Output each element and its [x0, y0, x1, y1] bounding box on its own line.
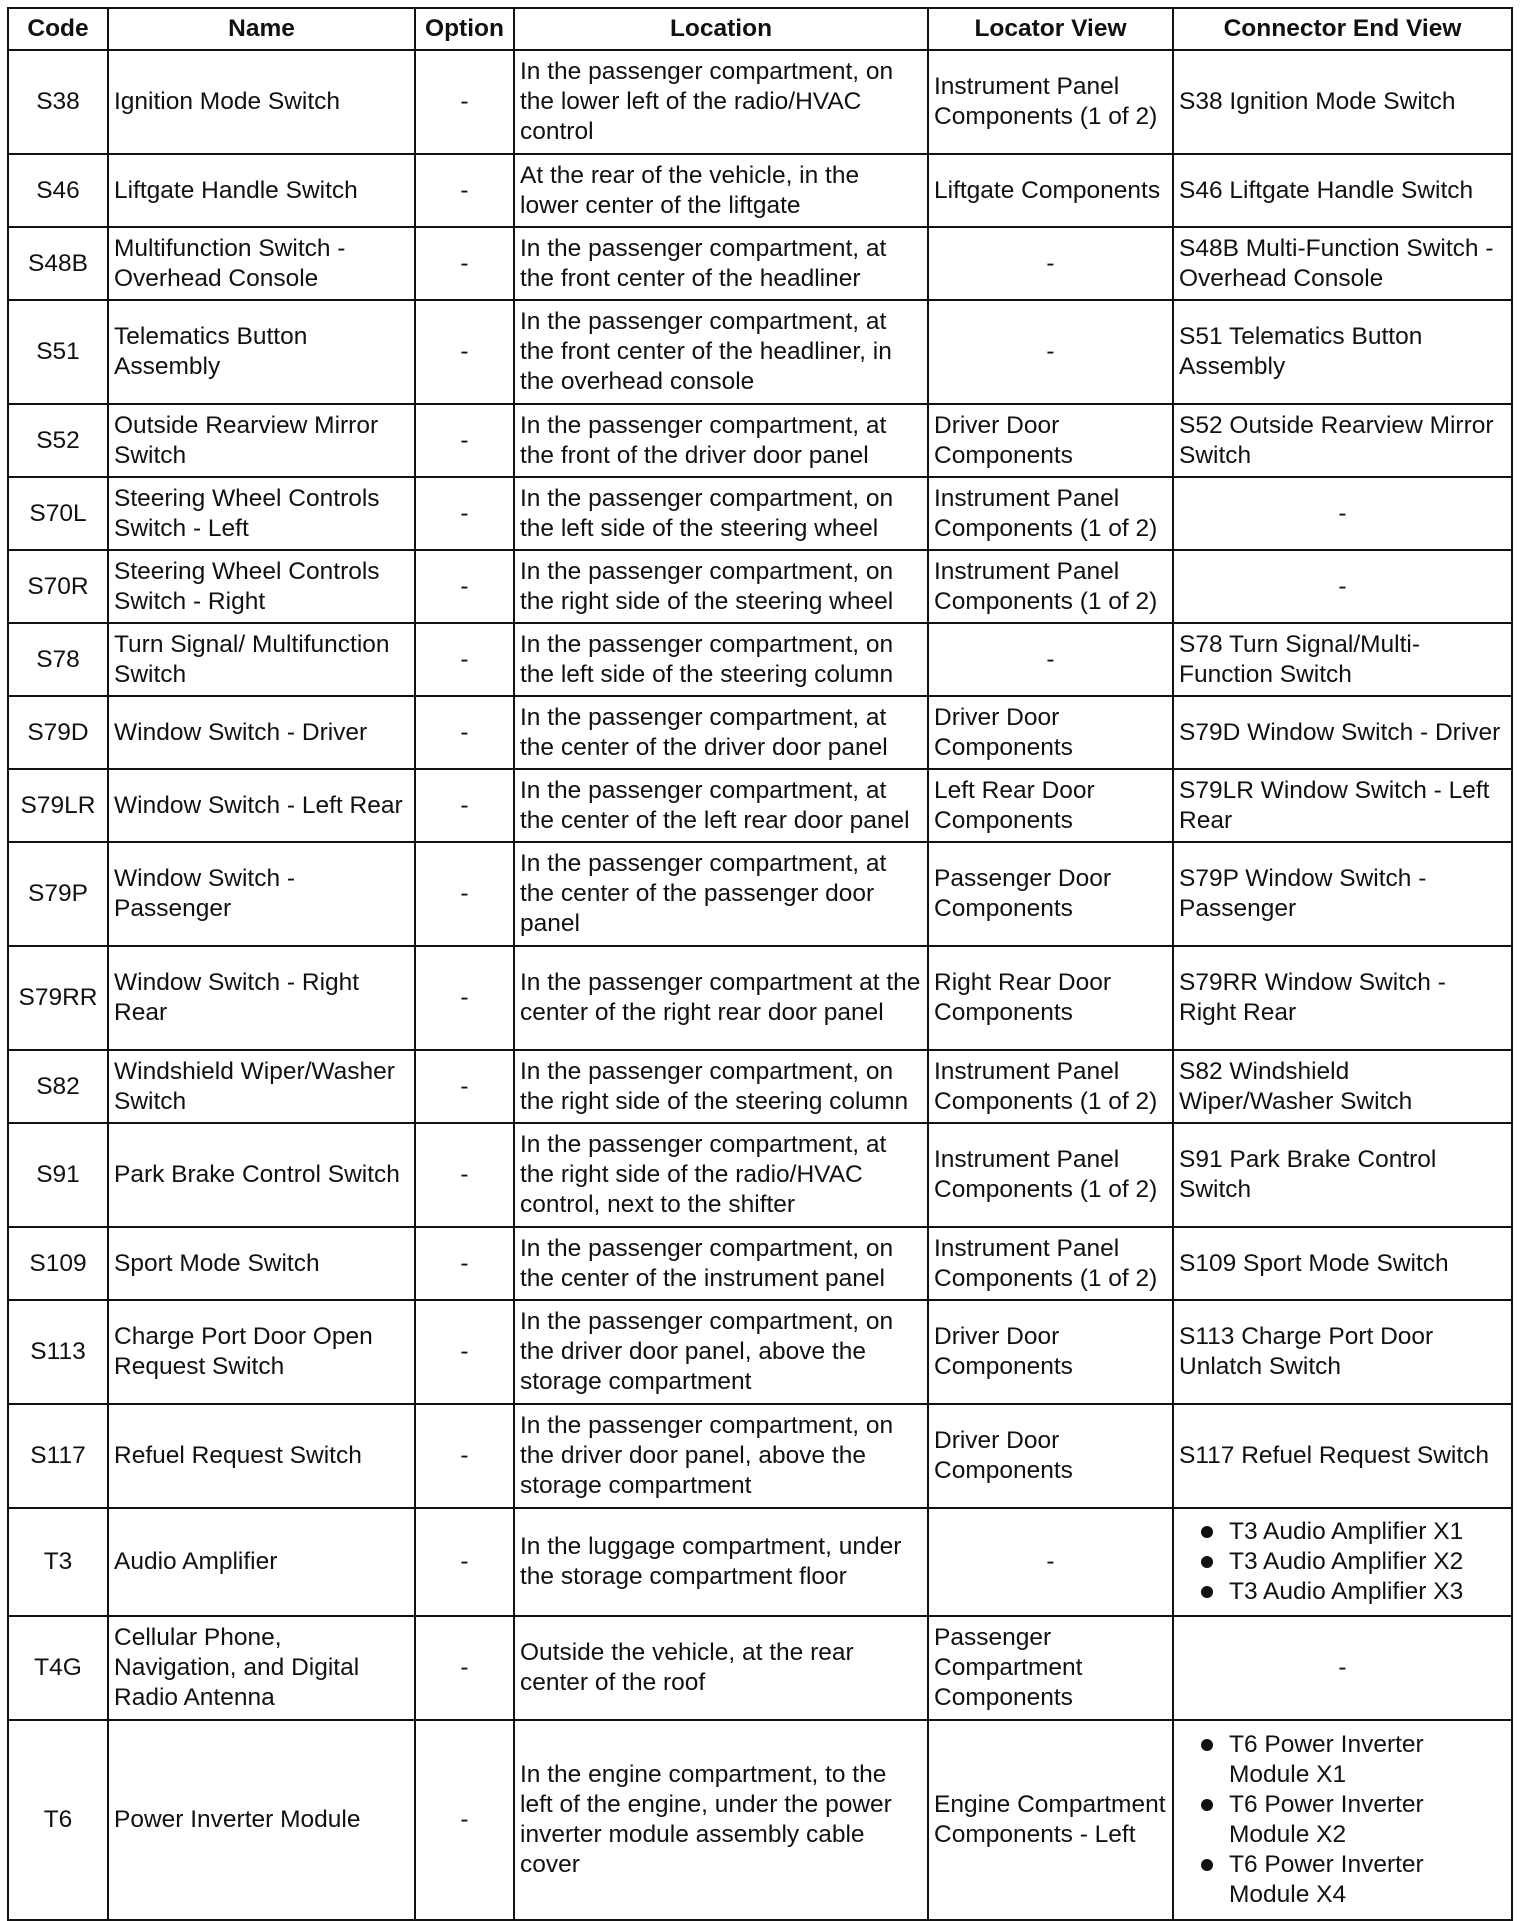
- code-cell: S109: [8, 1227, 108, 1300]
- table-row: [8, 1123, 1512, 1227]
- location-cell: In the passenger compartment at the center of the right rear door panel: [514, 946, 928, 1050]
- name-cell: Steering Wheel Controls Switch - Left: [108, 477, 415, 550]
- code-cell: S38: [8, 50, 108, 154]
- code-cell: S82: [8, 1050, 108, 1123]
- code-cell: S113: [8, 1300, 108, 1404]
- table-row: [8, 623, 1512, 696]
- name-cell: Window Switch - Driver: [108, 696, 415, 769]
- locator-view-cell: Driver Door Components: [928, 696, 1173, 769]
- table-row: [8, 1720, 1512, 1920]
- connector-end-view-cell: S79P Window Switch - Passenger: [1173, 842, 1512, 946]
- location-cell: In the luggage compartment, under the storage compartment floor: [514, 1508, 928, 1616]
- connector-list-item: T3 Audio Amplifier X3: [1189, 1577, 1506, 1607]
- connector-end-view-cell: -: [1173, 1616, 1512, 1720]
- location-cell: In the passenger compartment, at the center of the left rear door panel: [514, 769, 928, 842]
- locator-view-cell: Instrument Panel Components (1 of 2): [928, 477, 1173, 550]
- locator-view-cell: Instrument Panel Components (1 of 2): [928, 1050, 1173, 1123]
- connector-end-view-cell: S46 Liftgate Handle Switch: [1173, 154, 1512, 227]
- locator-view-cell: -: [928, 300, 1173, 404]
- column-header-name: Name: [108, 8, 415, 50]
- table-row: [8, 1050, 1512, 1123]
- connector-list-item: T6 Power Inverter Module X4: [1189, 1850, 1506, 1910]
- table-row: [8, 842, 1512, 946]
- code-cell: S51: [8, 300, 108, 404]
- table-row: [8, 404, 1512, 477]
- name-cell: Windshield Wiper/Washer Switch: [108, 1050, 415, 1123]
- location-cell: In the passenger compartment, on the right side of the steering column: [514, 1050, 928, 1123]
- connector-end-view-cell: S52 Outside Rearview Mirror Switch: [1173, 404, 1512, 477]
- option-cell: -: [415, 1616, 514, 1720]
- locator-view-cell: Engine Compartment Components - Left: [928, 1720, 1173, 1920]
- connector-list: [1179, 1517, 1506, 1607]
- connector-list: [1179, 1730, 1506, 1910]
- table-row: [8, 1300, 1512, 1404]
- name-cell: Cellular Phone, Navigation, and Digital Radio Antenna: [108, 1616, 415, 1720]
- name-cell: Park Brake Control Switch: [108, 1123, 415, 1227]
- option-cell: -: [415, 623, 514, 696]
- connector-end-view-cell: [1173, 1720, 1512, 1920]
- connector-end-view-cell: -: [1173, 477, 1512, 550]
- option-cell: -: [415, 842, 514, 946]
- locator-view-cell: Instrument Panel Components (1 of 2): [928, 550, 1173, 623]
- code-cell: S52: [8, 404, 108, 477]
- connector-end-view-cell: S38 Ignition Mode Switch: [1173, 50, 1512, 154]
- table-row: [8, 154, 1512, 227]
- table-row: [8, 696, 1512, 769]
- connector-list-item: T3 Audio Amplifier X2: [1189, 1547, 1506, 1577]
- component-locator-table: [7, 7, 1513, 1921]
- code-cell: S70L: [8, 477, 108, 550]
- location-cell: In the passenger compartment, on the driver door panel, above the storage compartment: [514, 1404, 928, 1508]
- locator-view-cell: Liftgate Components: [928, 154, 1173, 227]
- location-cell: At the rear of the vehicle, in the lower center of the liftgate: [514, 154, 928, 227]
- option-cell: -: [415, 1720, 514, 1920]
- option-cell: -: [415, 1050, 514, 1123]
- locator-view-cell: Instrument Panel Components (1 of 2): [928, 50, 1173, 154]
- code-cell: S79P: [8, 842, 108, 946]
- name-cell: Steering Wheel Controls Switch - Right: [108, 550, 415, 623]
- code-cell: S48B: [8, 227, 108, 300]
- connector-list-item: T6 Power Inverter Module X1: [1189, 1730, 1506, 1790]
- locator-view-cell: Instrument Panel Components (1 of 2): [928, 1227, 1173, 1300]
- locator-view-cell: Passenger Compartment Components: [928, 1616, 1173, 1720]
- table-row: [8, 300, 1512, 404]
- table-header-row: [8, 8, 1512, 50]
- column-header-locator-view: Locator View: [928, 8, 1173, 50]
- location-cell: In the passenger compartment, on the left side of the steering wheel: [514, 477, 928, 550]
- locator-view-cell: -: [928, 623, 1173, 696]
- locator-view-cell: Passenger Door Components: [928, 842, 1173, 946]
- table-row: [8, 227, 1512, 300]
- name-cell: Turn Signal/ Multifunction Switch: [108, 623, 415, 696]
- code-cell: T4G: [8, 1616, 108, 1720]
- option-cell: -: [415, 300, 514, 404]
- location-cell: In the passenger compartment, at the front center of the headliner: [514, 227, 928, 300]
- connector-end-view-cell: S109 Sport Mode Switch: [1173, 1227, 1512, 1300]
- locator-view-cell: -: [928, 1508, 1173, 1616]
- locator-view-cell: Driver Door Components: [928, 1300, 1173, 1404]
- table-row: [8, 946, 1512, 1050]
- option-cell: -: [415, 477, 514, 550]
- location-cell: In the passenger compartment, on the left side of the steering column: [514, 623, 928, 696]
- connector-end-view-cell: S48B Multi-Function Switch - Overhead Console: [1173, 227, 1512, 300]
- table-row: [8, 50, 1512, 154]
- option-cell: -: [415, 550, 514, 623]
- option-cell: -: [415, 946, 514, 1050]
- location-cell: In the passenger compartment, at the center of the passenger door panel: [514, 842, 928, 946]
- name-cell: Audio Amplifier: [108, 1508, 415, 1616]
- table-row: [8, 1616, 1512, 1720]
- option-cell: -: [415, 227, 514, 300]
- name-cell: Refuel Request Switch: [108, 1404, 415, 1508]
- name-cell: Window Switch - Passenger: [108, 842, 415, 946]
- table-row: [8, 550, 1512, 623]
- locator-view-cell: Left Rear Door Components: [928, 769, 1173, 842]
- code-cell: S79D: [8, 696, 108, 769]
- location-cell: In the passenger compartment, at the front of the driver door panel: [514, 404, 928, 477]
- option-cell: -: [415, 769, 514, 842]
- locator-view-cell: Instrument Panel Components (1 of 2): [928, 1123, 1173, 1227]
- option-cell: -: [415, 1227, 514, 1300]
- code-cell: T3: [8, 1508, 108, 1616]
- option-cell: -: [415, 1404, 514, 1508]
- code-cell: S70R: [8, 550, 108, 623]
- location-cell: In the passenger compartment, on the lower left of the radio/HVAC control: [514, 50, 928, 154]
- connector-end-view-cell: S117 Refuel Request Switch: [1173, 1404, 1512, 1508]
- option-cell: -: [415, 154, 514, 227]
- location-cell: Outside the vehicle, at the rear center of the roof: [514, 1616, 928, 1720]
- connector-list-item: T3 Audio Amplifier X1: [1189, 1517, 1506, 1547]
- name-cell: Multifunction Switch - Overhead Console: [108, 227, 415, 300]
- code-cell: S79LR: [8, 769, 108, 842]
- component-table-container: [7, 7, 1511, 1921]
- name-cell: Sport Mode Switch: [108, 1227, 415, 1300]
- location-cell: In the passenger compartment, at the center of the driver door panel: [514, 696, 928, 769]
- code-cell: S91: [8, 1123, 108, 1227]
- location-cell: In the passenger compartment, at the right side of the radio/HVAC control, next to the shifter: [514, 1123, 928, 1227]
- name-cell: Telematics Button Assembly: [108, 300, 415, 404]
- location-cell: In the passenger compartment, on the driver door panel, above the storage compartment: [514, 1300, 928, 1404]
- option-cell: -: [415, 404, 514, 477]
- name-cell: Power Inverter Module: [108, 1720, 415, 1920]
- connector-end-view-cell: S82 Windshield Wiper/Washer Switch: [1173, 1050, 1512, 1123]
- code-cell: T6: [8, 1720, 108, 1920]
- connector-end-view-cell: S79RR Window Switch - Right Rear: [1173, 946, 1512, 1050]
- table-row: [8, 769, 1512, 842]
- option-cell: -: [415, 1508, 514, 1616]
- code-cell: S117: [8, 1404, 108, 1508]
- name-cell: Window Switch - Left Rear: [108, 769, 415, 842]
- locator-view-cell: Driver Door Components: [928, 404, 1173, 477]
- connector-list-item: T6 Power Inverter Module X2: [1189, 1790, 1506, 1850]
- table-row: [8, 1227, 1512, 1300]
- name-cell: Outside Rearview Mirror Switch: [108, 404, 415, 477]
- locator-view-cell: -: [928, 227, 1173, 300]
- option-cell: -: [415, 696, 514, 769]
- locator-view-cell: Driver Door Components: [928, 1404, 1173, 1508]
- name-cell: Window Switch - Right Rear: [108, 946, 415, 1050]
- connector-end-view-cell: S91 Park Brake Control Switch: [1173, 1123, 1512, 1227]
- code-cell: S79RR: [8, 946, 108, 1050]
- column-header-code: Code: [8, 8, 108, 50]
- code-cell: S46: [8, 154, 108, 227]
- table-row: [8, 1404, 1512, 1508]
- name-cell: Liftgate Handle Switch: [108, 154, 415, 227]
- option-cell: -: [415, 50, 514, 154]
- column-header-location: Location: [514, 8, 928, 50]
- name-cell: Charge Port Door Open Request Switch: [108, 1300, 415, 1404]
- location-cell: In the passenger compartment, at the front center of the headliner, in the overhead console: [514, 300, 928, 404]
- option-cell: -: [415, 1300, 514, 1404]
- code-cell: S78: [8, 623, 108, 696]
- column-header-option: Option: [415, 8, 514, 50]
- location-cell: In the engine compartment, to the left of the engine, under the power inverter module assembly cable cover: [514, 1720, 928, 1920]
- location-cell: In the passenger compartment, on the right side of the steering wheel: [514, 550, 928, 623]
- connector-end-view-cell: S51 Telematics Button Assembly: [1173, 300, 1512, 404]
- locator-view-cell: Right Rear Door Components: [928, 946, 1173, 1050]
- option-cell: -: [415, 1123, 514, 1227]
- table-row: [8, 1508, 1512, 1616]
- connector-end-view-cell: S79LR Window Switch - Left Rear: [1173, 769, 1512, 842]
- table-row: [8, 477, 1512, 550]
- name-cell: Ignition Mode Switch: [108, 50, 415, 154]
- connector-end-view-cell: S78 Turn Signal/Multi-Function Switch: [1173, 623, 1512, 696]
- connector-end-view-cell: [1173, 1508, 1512, 1616]
- connector-end-view-cell: S79D Window Switch - Driver: [1173, 696, 1512, 769]
- connector-end-view-cell: -: [1173, 550, 1512, 623]
- column-header-connector-end-view: Connector End View: [1173, 8, 1512, 50]
- location-cell: In the passenger compartment, on the center of the instrument panel: [514, 1227, 928, 1300]
- connector-end-view-cell: S113 Charge Port Door Unlatch Switch: [1173, 1300, 1512, 1404]
